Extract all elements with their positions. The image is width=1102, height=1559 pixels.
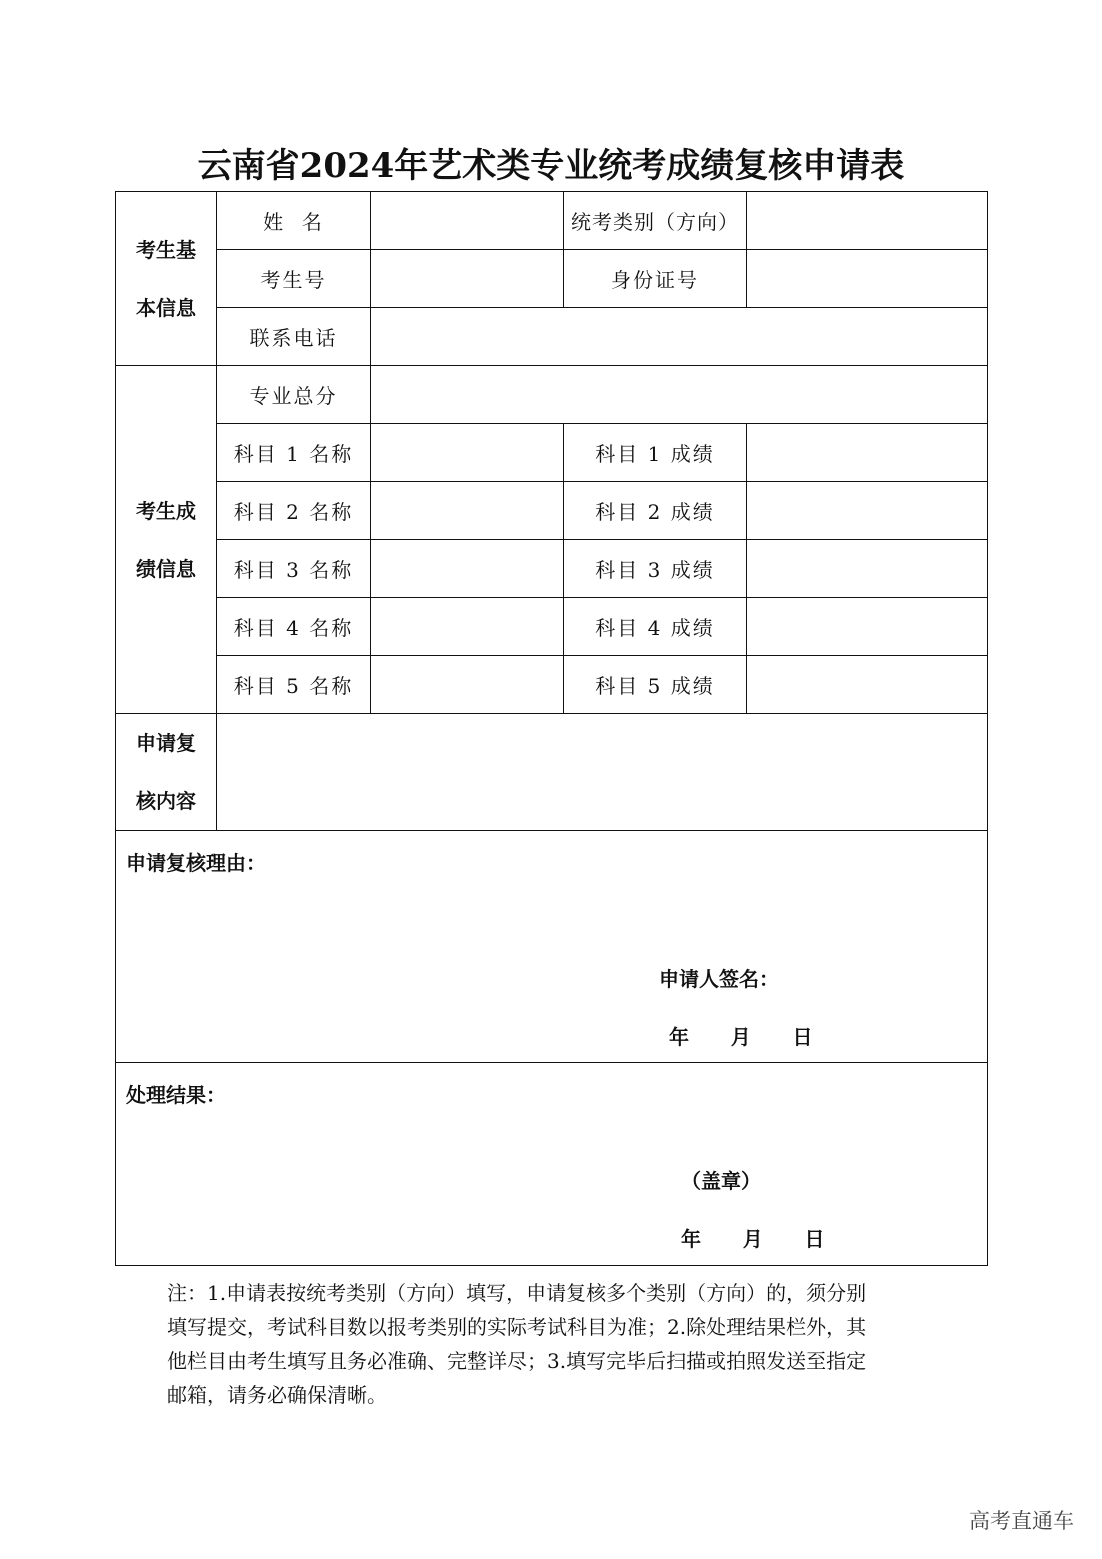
subject-5-name-label: 科目 5 名称 — [217, 656, 371, 714]
subject-3-name-field[interactable] — [371, 540, 564, 598]
subject-2-name-field[interactable] — [371, 482, 564, 540]
section-score-info: 考生成 绩信息 — [116, 366, 217, 714]
category-label: 统考类别（方向） — [564, 192, 747, 250]
section-review-content: 申请复 核内容 — [116, 714, 217, 831]
exam-number-label: 考生号 — [217, 250, 371, 308]
applicant-signature-label: 申请人签名： — [659, 967, 779, 991]
subject-5-score-field[interactable] — [747, 656, 988, 714]
footnote: 注：1.申请表按统考类别（方向）填写，申请复核多个类别（方向）的，须分别 填写提交，考试科目数以报考类别的实际考试科目为准；2.除处理结果栏外，其 他栏目由考生填写且务必准确、完整详尽；3.填写完毕后扫描或拍照发送至指定 邮箱，请务必确保清晰。 — [167, 1281, 867, 1407]
subject-4-name-label: 科目 4 名称 — [217, 598, 371, 656]
subject-4-score-field[interactable] — [747, 598, 988, 656]
total-score-label: 专业总分 — [217, 366, 371, 424]
name-label: 姓 名 — [217, 192, 371, 250]
id-number-label: 身份证号 — [564, 250, 747, 308]
application-form-table — [115, 191, 988, 1266]
exam-number-field[interactable] — [371, 250, 564, 308]
category-field[interactable] — [747, 192, 988, 250]
subject-3-score-label: 科目 3 成绩 — [564, 540, 747, 598]
subject-1-score-field[interactable] — [747, 424, 988, 482]
subject-2-score-label: 科目 2 成绩 — [564, 482, 747, 540]
result-date-label: 年 月 日 — [681, 1227, 825, 1251]
phone-field[interactable] — [371, 308, 988, 366]
applicant-date-label: 年 月 日 — [669, 1025, 813, 1049]
subject-2-name-label: 科目 2 名称 — [217, 482, 371, 540]
subject-3-name-label: 科目 3 名称 — [217, 540, 371, 598]
subject-1-score-label: 科目 1 成绩 — [564, 424, 747, 482]
phone-label: 联系电话 — [217, 308, 371, 366]
watermark: 高考直通车 — [969, 1509, 1074, 1533]
processing-result-box — [116, 1063, 988, 1266]
review-reason-box[interactable] — [116, 831, 988, 1063]
page-title: 云南省2024年艺术类专业统考成绩复核申请表 — [197, 146, 905, 186]
processing-result-heading: 处理结果： — [126, 1083, 226, 1107]
subject-4-name-field[interactable] — [371, 598, 564, 656]
seal-label: （盖章） — [681, 1169, 761, 1193]
review-reason-heading: 申请复核理由： — [126, 851, 266, 875]
id-number-field[interactable] — [747, 250, 988, 308]
subject-5-score-label: 科目 5 成绩 — [564, 656, 747, 714]
name-field[interactable] — [371, 192, 564, 250]
subject-2-score-field[interactable] — [747, 482, 988, 540]
subject-5-name-field[interactable] — [371, 656, 564, 714]
subject-1-name-field[interactable] — [371, 424, 564, 482]
subject-4-score-label: 科目 4 成绩 — [564, 598, 747, 656]
subject-3-score-field[interactable] — [747, 540, 988, 598]
total-score-field[interactable] — [371, 366, 988, 424]
review-content-field[interactable] — [217, 714, 988, 831]
section-basic-info: 考生基 本信息 — [116, 192, 217, 366]
subject-1-name-label: 科目 1 名称 — [217, 424, 371, 482]
